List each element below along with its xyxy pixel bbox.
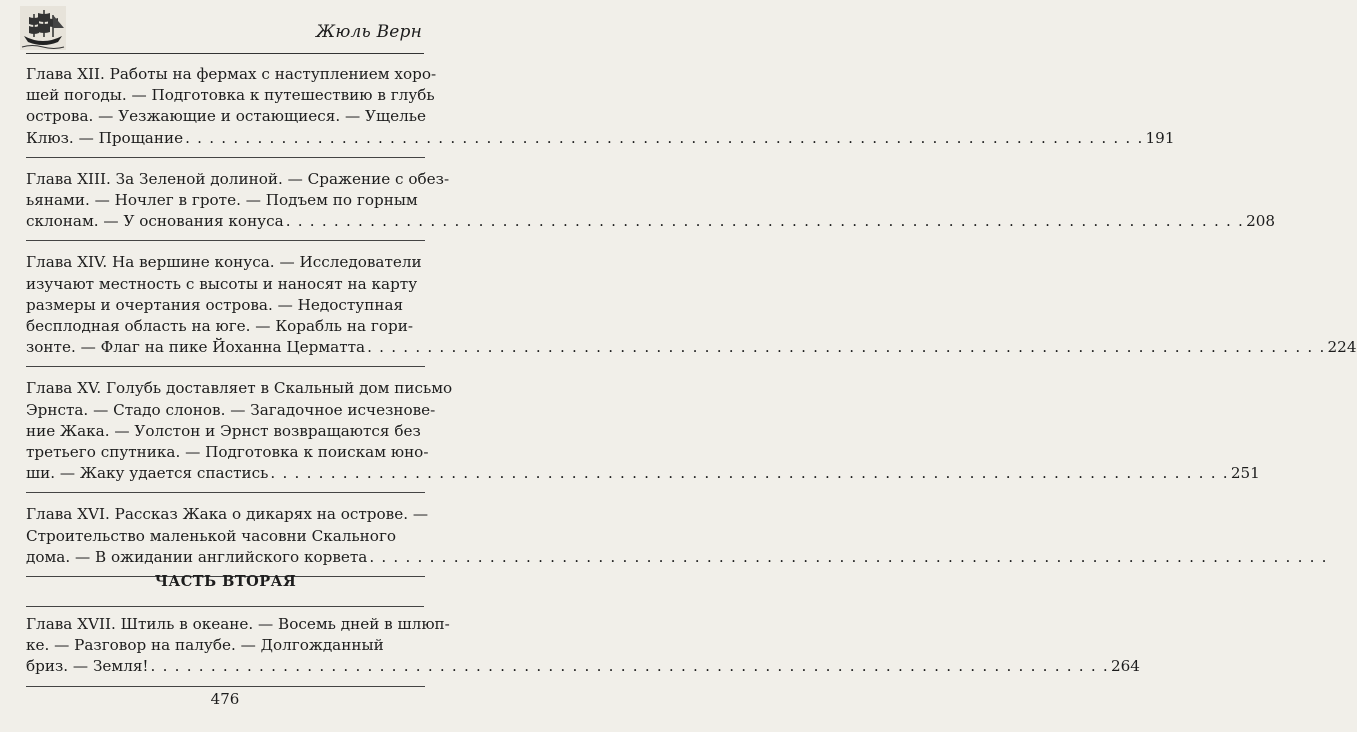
toc-entry-text: дома. — В ожидании английского корвета [26, 547, 368, 566]
toc-entry-line: Эрнста. — Стадо слонов. — Загадочное исчезнове- [26, 400, 436, 419]
toc-entry-text: ши. — Жаку удается спастись [26, 464, 269, 483]
toc-entry-last-line [26, 656, 1140, 677]
toc-entry-line: Глава XIV. На вершине конуса. — Исследователи [26, 253, 422, 272]
page-number: 476 [210, 690, 240, 708]
toc-entry-line: Глава XIII. За Зеленой долиной. — Сражение с обез- [26, 169, 450, 188]
toc-entry-text: зонте. — Флаг на пике Йоханна Церматта [26, 338, 366, 357]
toc-entry-last-line [26, 211, 1276, 232]
toc-entry[interactable] [26, 64, 1175, 158]
sailing-ship-icon [20, 6, 66, 50]
toc-entry[interactable] [26, 504, 1328, 577]
toc-entry-text: склонам. — У основания конуса [26, 212, 284, 231]
dot-leader: . . . . . . . . . . . . . . . . . . . . . . . . . . . . . . . . . . . . . . . . . . . . . . . . . . . . . . . . . . . . . . . . . . . . . . . . . . . . . . . . [270, 464, 1229, 483]
part-heading: ЧАСТЬ ВТОРАЯ [154, 573, 297, 590]
dot-leader: . . . . . . . . . . . . . . . . . . . . . . . . . . . . . . . . . . . . . . . . . . . . . . . . . . . . . . . . . . . . . . . . . . . . . . . . . . . . . . . . [150, 657, 1109, 676]
toc-entry-last-line [26, 463, 1260, 484]
toc-entry-last-line [26, 547, 1328, 568]
toc-entry-line: шей погоды. — Подготовка к путешествию в глубь [26, 86, 435, 105]
toc-entry[interactable] [26, 378, 1260, 493]
toc-entry-line: Глава XVI. Рассказ Жака о дикарях на острове. — [26, 505, 429, 524]
toc-entry-line: ние Жака. — Уолстон и Эрнст возвращаются без [26, 421, 421, 440]
toc-page-number: 251 [1230, 464, 1260, 483]
header-rule [26, 53, 424, 54]
toc-entry[interactable] [26, 614, 1140, 687]
toc-entry-text: бриз. — Земля! [26, 657, 149, 676]
toc-entry[interactable] [26, 169, 1276, 242]
toc-entry-line: Глава XII. Работы на фермах с наступлением хоро- [26, 65, 437, 83]
toc-entry-last-line [26, 128, 1175, 149]
table-of-contents-part-two [26, 614, 1140, 698]
toc-entry-last-line [26, 337, 1357, 358]
running-header-author: Жюль Верн [316, 22, 422, 42]
table-of-contents [26, 64, 1357, 588]
toc-entry-line: размеры и очертания острова. — Недоступная [26, 295, 404, 314]
toc-entry-text: Клюз. — Прощание [26, 128, 184, 147]
toc-entry-line: Глава XV. Голубь доставляет в Скальный дом письмо [26, 379, 453, 398]
dot-leader: . . . . . . . . . . . . . . . . . . . . . . . . . . . . . . . . . . . . . . . . . . . . . . . . . . . . . . . . . . . . . . . . . . . . . . . . . . . . . . . . [367, 338, 1326, 357]
toc-page-number: 224 [1327, 338, 1357, 357]
toc-entry-line: ке. — Разговор на палубе. — Долгожданный [26, 636, 384, 655]
toc-entry-line: бесплодная область на юге. — Корабль на гори- [26, 317, 413, 336]
toc-page-number: 191 [1145, 128, 1175, 147]
dot-leader: . . . . . . . . . . . . . . . . . . . . . . . . . . . . . . . . . . . . . . . . . . . . . . . . . . . . . . . . . . . . . . . . . . . . . . . . . . . . . . . . [285, 212, 1245, 231]
toc-entry[interactable] [26, 252, 1357, 367]
part-rule [26, 606, 424, 607]
toc-page-number: 264 [1110, 657, 1140, 676]
toc-entry-line: ьянами. — Ночлег в гроте. — Подъем по горным [26, 191, 418, 210]
dot-leader: . . . . . . . . . . . . . . . . . . . . . . . . . . . . . . . . . . . . . . . . . . . . . . . . . . . . . . . . . . . . . . . . . . . . . . . . . . . . . . . . [369, 547, 1328, 566]
dot-leader: . . . . . . . . . . . . . . . . . . . . . . . . . . . . . . . . . . . . . . . . . . . . . . . . . . . . . . . . . . . . . . . . . . . . . . . . . . . . . . . . [185, 128, 1144, 147]
toc-entry-line: Строительство маленькой часовни Скального [26, 526, 397, 545]
toc-entry-line: острова. — Уезжающие и остающиеся. — Ущелье [26, 107, 426, 126]
running-header [0, 0, 450, 56]
toc-page-number: 208 [1246, 212, 1276, 231]
toc-entry-line: Глава XVII. Штиль в океане. — Восемь дней в шлюп- [26, 615, 450, 633]
toc-entry-line: изучают местность с высоты и наносят на карту [26, 274, 418, 293]
toc-entry-line: третьего спутника. — Подготовка к поискам юно- [26, 443, 429, 462]
